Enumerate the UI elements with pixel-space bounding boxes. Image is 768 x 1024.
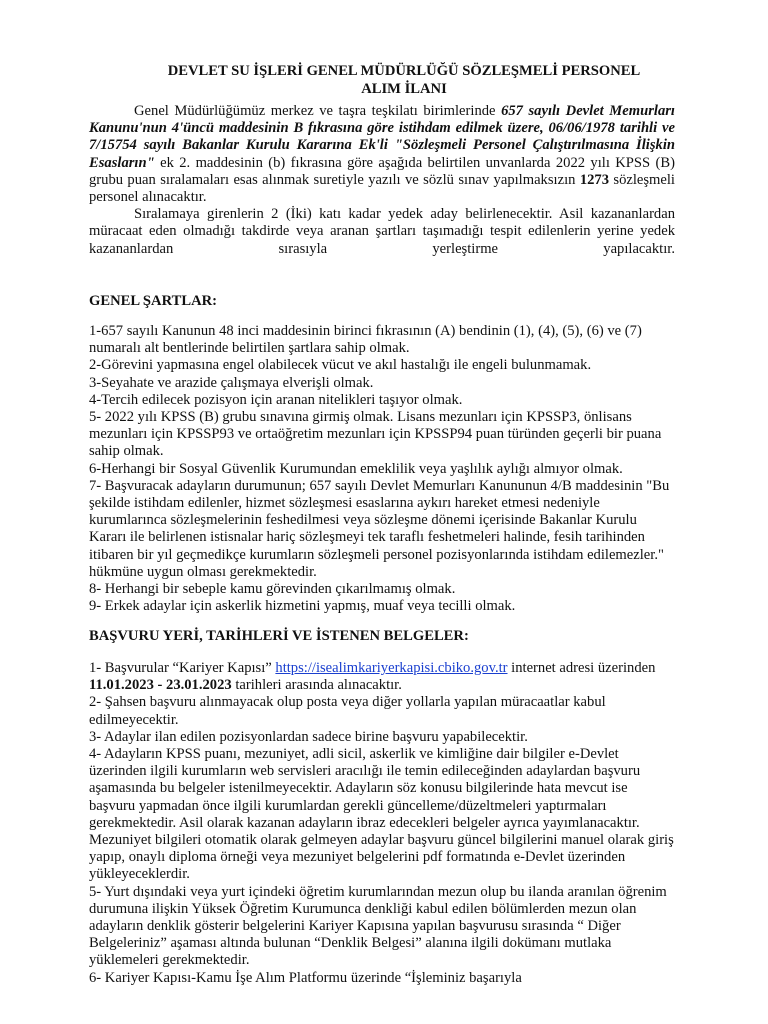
- condition-item: 6-Herhangi bir Sosyal Güvenlik Kurumundan emeklilik veya yaşlılık aylığı almıyor olmak.: [89, 460, 623, 477]
- intro-paragraph-2: Sıralamaya girenlerin 2 (İki) katı kadar yedek aday belirlenecektir. Asil kazananlardan müracaat eden olmadığı takdirde veya aranan şartları taşımadığı tespit edilenlerin yerine yedek kazananlardan sırasıyla yerleştirme yapılacaktır.: [89, 206, 675, 257]
- condition-item: 1-657 sayılı Kanunun 48 inci maddesinin birinci fıkrasının (A) bendinin (1), (4), (5), (6) ve (7) numaralı alt bentlerinde belirtilen şartlara sahip olmak.: [89, 323, 642, 357]
- application-item: 2- Şahsen başvuru alınmayacak olup posta veya diğer yollarla yapılan müracaatlar kabul edilmeyecektir.: [89, 694, 606, 728]
- condition-item: 8- Herhangi bir sebeple kamu görevinden çıkarılmamış olmak.: [89, 581, 456, 598]
- intro-legal-reference: 657 sayılı Devlet Memurları Kanunu'nun 4'üncü maddesinin B fıkrasına göre istihdam edilmek üzere, 06/06/1978 tarihli ve 7/15754 sayılı Bakanlar Kurulu Kararına Ek'li "Sözleşmeli Personel Çalıştırılmasına İlişkin Esasların": [89, 103, 675, 171]
- application-text: 1- Başvurular “Kariyer Kapısı”: [89, 660, 276, 676]
- intro-text: Genel Müdürlüğümüz merkez ve taşra teşkilatı birimlerinde: [134, 103, 502, 119]
- condition-item: 4-Tercih edilecek pozisyon için aranan nitelikleri taşıyor olmak.: [89, 391, 463, 408]
- document-title-line1: DEVLET SU İŞLERİ GENEL MÜDÜRLÜĞÜ SÖZLEŞMELİ PERSONEL: [167, 63, 641, 79]
- intro-paragraph-1: [89, 103, 675, 206]
- application-item: 5- Yurt dışındaki veya yurt içindeki öğretim kurumlarından mezun olup bu ilanda aranılan öğrenim durumuna ilişkin Yüksek Öğretim Kurumunca denkliği kabul edilen bölümlerden mezun olan adayların denklik gösterir belgelerini Kariyer Kapısına yapılan başvurusu sırasında “ Diğer Belgeleriniz” aşaması altında bulunan “Denklik Belgesi” alanına ilgili dokümanı mutlaka yüklemeleri gerekmektedir.: [89, 883, 667, 969]
- application-heading: BAŞVURU YERİ, TARİHLERİ VE İSTENEN BELGELER:: [89, 628, 469, 644]
- application-text: tarihleri arasında alınacaktır.: [231, 677, 402, 694]
- application-item: 3- Adaylar ilan edilen pozisyonlardan sadece birine başvuru yapabilecektir.: [89, 728, 528, 745]
- condition-item: 2-Görevini yapmasına engel olabilecek vücut ve akıl hastalığı ile engeli bulunmamak.: [89, 357, 592, 374]
- application-list: [89, 660, 675, 987]
- condition-item: 5- 2022 yılı KPSS (B) grubu sınavına girmiş olmak. Lisans mezunları için KPSSP3, önlisans mezunları için KPSSP93 ve ortaöğretim mezunları için KPSSP94 puan türünden geçerli bir puana sahip olmak.: [89, 409, 662, 460]
- intro-text: ek 2. maddesinin (b) fıkrasına göre aşağıda belirtilen unvanlarda 2022 yılı KPSS (B) grubu puan sıralamaları esas alınmak suretiyle yazılı ve sözlü sınav yapılmaksızın: [89, 154, 675, 188]
- general-conditions-list: [89, 323, 675, 615]
- condition-item: 7- Başvuracak adayların durumunun; 657 sayılı Devlet Memurları Kanununun 4/B maddesinin "Bu şekilde istihdam edilenler, hizmet sözleşmesi esaslarına aykırı hareket etmesi nedeniyle kurumlarınca sözleşmelerinin feshedilmesi veya sözleşme dönemi içerisinde Bakanlar Kurulu Kararı ile belirlenen istisnalar hariç sözleşmeyi tek taraflı feshetmeleri halinde, fesih tarihinden itibaren bir yıl geçmedikçe kurumların sözleşmeli personel pozisyonlarında istihdam edilemezler." hükmüne uygun olması gerekmektedir.: [89, 477, 670, 580]
- application-item: 6- Kariyer Kapısı-Kamu İşe Alım Platformu üzerinde “İşleminiz başarıyla: [89, 969, 522, 986]
- application-item-1: [89, 660, 675, 694]
- application-dates: 11.01.2023 - 23.01.2023: [89, 677, 232, 694]
- condition-item: 9- Erkek adaylar için askerlik hizmetini yapmış, muaf veya tecilli olmak.: [89, 598, 516, 615]
- intro-section: [89, 103, 675, 258]
- condition-item: 3-Seyahate ve arazide çalışmaya elverişli olmak.: [89, 374, 374, 391]
- application-item: 4- Adayların KPSS puanı, mezuniyet, adli sicil, askerlik ve kimliğine dair bilgiler e-Devlet üzerinden ilgili kurumların web servisleri aracılığı ile temin edileceğinden adaylardan başvuru aşamasında bu belgeler istenilmeyecektir. Adayların söz konusu bilgilerinde hata mevcut ise başvuru yapmadan önce ilgili kurumlardan gerekli güncelleme/düzeltmeleri yaptırmaları gerekmektedir. Asil olarak kazanan adayların ibraz edecekleri belgeler ayrıca yayımlanacaktır. Mezuniyet bilgileri otomatik olarak gelmeyen adaylar başvuru güncel bilgilerini manuel olarak giriş yapıp, onaylı diploma örneği veya mezuniyet belgelerini pdf formatında e-Devlet üzerinden yükleyeceklerdir.: [89, 746, 674, 883]
- personnel-count: 1273: [579, 171, 609, 188]
- document-title-line2: ALIM İLANI: [361, 81, 447, 97]
- general-conditions-heading: GENEL ŞARTLAR:: [89, 293, 218, 309]
- application-text: internet adresi üzerinden: [507, 660, 656, 676]
- intro-text: sözleşmeli personel alınacaktır.: [89, 171, 675, 206]
- career-portal-link[interactable]: https://isealimkariyerkapisi.cbiko.gov.tr: [275, 660, 508, 676]
